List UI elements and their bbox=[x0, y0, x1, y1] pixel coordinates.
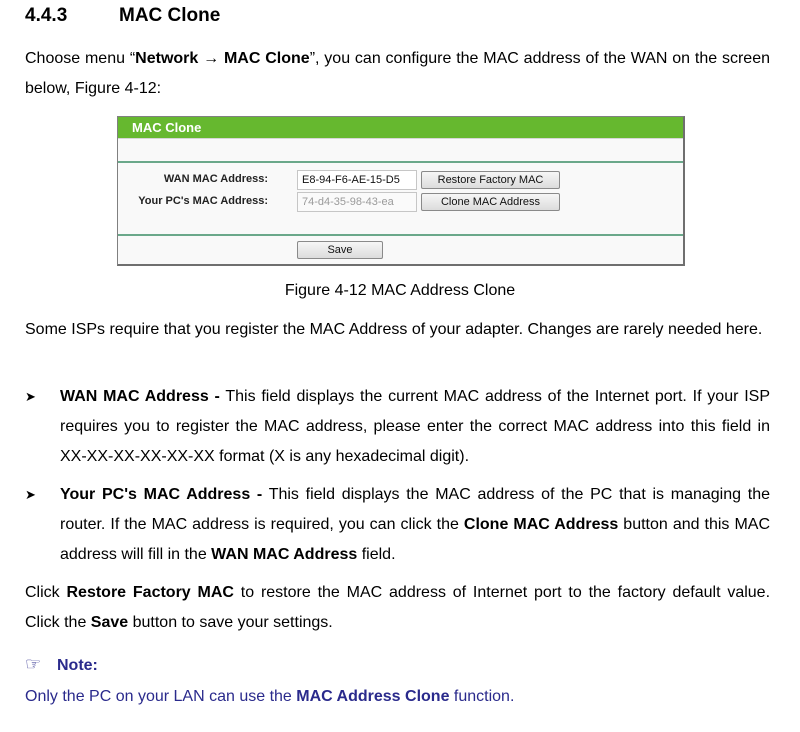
menu-arrow: → bbox=[198, 50, 224, 67]
bullet-wan-mac bbox=[25, 382, 770, 472]
note-text-part: Only the PC on your LAN can use the bbox=[25, 688, 297, 705]
bullet-description: This field displays the current MAC address of the Internet port. If your ISP requires you to register the MAC address, please enter the correct MAC address into this field in XX-XX-XX-XX-XX-XX format (X is any hexadecimal digit). bbox=[60, 388, 770, 465]
pointing-hand-icon: ☞ bbox=[25, 654, 42, 674]
bullet-text bbox=[60, 382, 770, 472]
intro-text-pre: Choose menu “ bbox=[25, 50, 136, 67]
menu-path-network: Network bbox=[135, 50, 199, 67]
section-title: MAC Clone bbox=[119, 5, 221, 26]
intro-paragraph bbox=[25, 44, 770, 104]
restore-factory-mac-button[interactable]: Restore Factory MAC bbox=[421, 171, 560, 189]
bullet-description: field. bbox=[357, 546, 396, 563]
bullet-arrow-icon: ➤ bbox=[25, 487, 36, 502]
bullet-term: Your PC's MAC Address - bbox=[60, 486, 263, 503]
intro-text-post: ”, you can configure the MAC address of the WAN on the screen below, Figure 4-12: bbox=[25, 50, 770, 97]
bold-wan-mac: WAN MAC Address bbox=[211, 546, 358, 563]
wan-mac-input[interactable] bbox=[297, 170, 417, 190]
bold-mac-address-clone: MAC Address Clone bbox=[296, 688, 450, 705]
bold-restore-factory-mac: Restore Factory MAC bbox=[66, 584, 234, 601]
mac-clone-figure bbox=[117, 116, 685, 266]
pc-mac-label: Your PC's MAC Address: bbox=[138, 195, 268, 207]
bullet-term: WAN MAC Address - bbox=[60, 388, 220, 405]
figure-divider-bottom bbox=[118, 234, 683, 236]
note-text-part: function. bbox=[449, 688, 515, 705]
para-text: button to save your settings. bbox=[128, 614, 333, 631]
bullet-arrow-icon: ➤ bbox=[25, 389, 36, 404]
pc-mac-input bbox=[297, 192, 417, 212]
bold-save: Save bbox=[90, 614, 129, 631]
bold-clone-mac: Clone MAC Address bbox=[463, 516, 619, 533]
figure-divider-top bbox=[118, 161, 683, 163]
bullet-pc-mac bbox=[25, 480, 770, 570]
bullet-text bbox=[60, 480, 770, 570]
menu-path-mac-clone: MAC Clone bbox=[223, 50, 310, 67]
wan-mac-label: WAN MAC Address: bbox=[163, 173, 268, 185]
section-number: 4.4.3 bbox=[25, 5, 68, 26]
clone-mac-address-button[interactable]: Clone MAC Address bbox=[421, 193, 560, 211]
pc-mac-row bbox=[118, 192, 683, 212]
wan-mac-row bbox=[118, 170, 683, 190]
figure-header: MAC Clone bbox=[118, 117, 683, 139]
note-text bbox=[25, 685, 514, 709]
section-heading bbox=[25, 5, 220, 27]
bullet-description: This field displays the MAC address of the PC that is managing the router. If the MAC address is required, you can click the bbox=[60, 486, 770, 533]
para-text: to restore the MAC address of Internet port to the factory default value. Click the bbox=[25, 584, 771, 631]
isp-paragraph: Some ISPs require that you register the MAC Address of your adapter. Changes are rarely needed here. bbox=[25, 321, 763, 338]
note-title: Note: bbox=[57, 657, 98, 674]
para-text: Click bbox=[25, 584, 67, 601]
save-button[interactable]: Save bbox=[297, 241, 383, 259]
bullet-description: button and this MAC address will fill in the bbox=[60, 516, 771, 563]
restore-paragraph bbox=[25, 578, 770, 638]
figure-caption: Figure 4-12 MAC Address Clone bbox=[284, 282, 516, 299]
note-heading bbox=[25, 652, 98, 678]
